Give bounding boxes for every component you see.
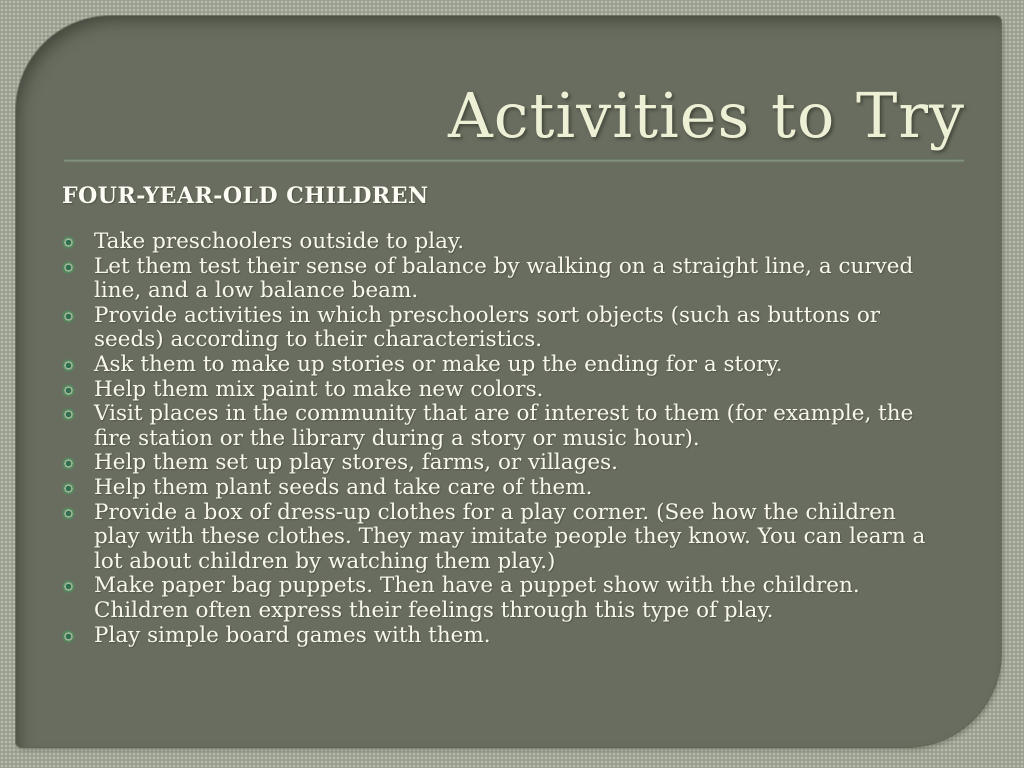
list-item <box>62 230 948 255</box>
list-item <box>62 451 948 476</box>
bullet-icon <box>62 457 75 470</box>
bullet-text: Play simple board games with them. <box>94 622 491 648</box>
bullet-text: Ask them to make up stories or make up the ending for a story. <box>94 351 783 377</box>
list-item <box>62 304 948 353</box>
bullet-text: Provide a box of dress-up clothes for a play corner. (See how the children play with these clothes. They may imitate people they know. You can learn a lot about children by watching them play.) <box>94 499 926 574</box>
list-item <box>62 378 948 403</box>
bullet-text: Make paper bag puppets. Then have a puppet show with the children. Children often express their feelings through this type of play. <box>94 573 860 623</box>
bullet-list <box>62 230 948 648</box>
list-item <box>62 501 948 575</box>
bullet-icon <box>62 408 75 421</box>
slide-canvas <box>16 16 1001 747</box>
bullet-icon <box>62 384 75 397</box>
bullet-text: Visit places in the community that are of interest to them (for example, the fire station or the library during a story or music hour). <box>94 401 914 451</box>
list-item <box>62 255 948 304</box>
list-item <box>62 402 948 451</box>
bullet-icon <box>62 236 75 249</box>
bullet-text: Let them test their sense of balance by walking on a straight line, a curved line, and a low balance beam. <box>94 253 914 304</box>
bullet-text: Take preschoolers outside to play. <box>94 229 465 254</box>
section-heading: FOUR-YEAR-OLD CHILDREN <box>62 183 429 209</box>
bullet-text: Help them plant seeds and take care of them. <box>94 474 593 500</box>
bullet-text: Help them mix paint to make new colors. <box>94 376 544 402</box>
bullet-icon <box>62 261 75 274</box>
bullet-text: Help them set up play stores, farms, or villages. <box>94 450 618 476</box>
title-divider <box>64 159 964 161</box>
bullet-icon <box>62 580 75 593</box>
bullet-icon <box>62 507 75 520</box>
slide-title: Activities to Try <box>447 79 965 152</box>
list-item <box>62 574 948 623</box>
list-item <box>62 353 948 378</box>
list-item <box>62 624 948 649</box>
bullet-icon <box>62 310 75 323</box>
bullet-text: Provide activities in which preschoolers sort objects (such as buttons or seeds) according to their characteristics. <box>94 302 881 353</box>
list-item <box>62 476 948 501</box>
bullet-icon <box>62 482 75 495</box>
bullet-icon <box>62 630 75 643</box>
bullet-icon <box>62 359 75 372</box>
